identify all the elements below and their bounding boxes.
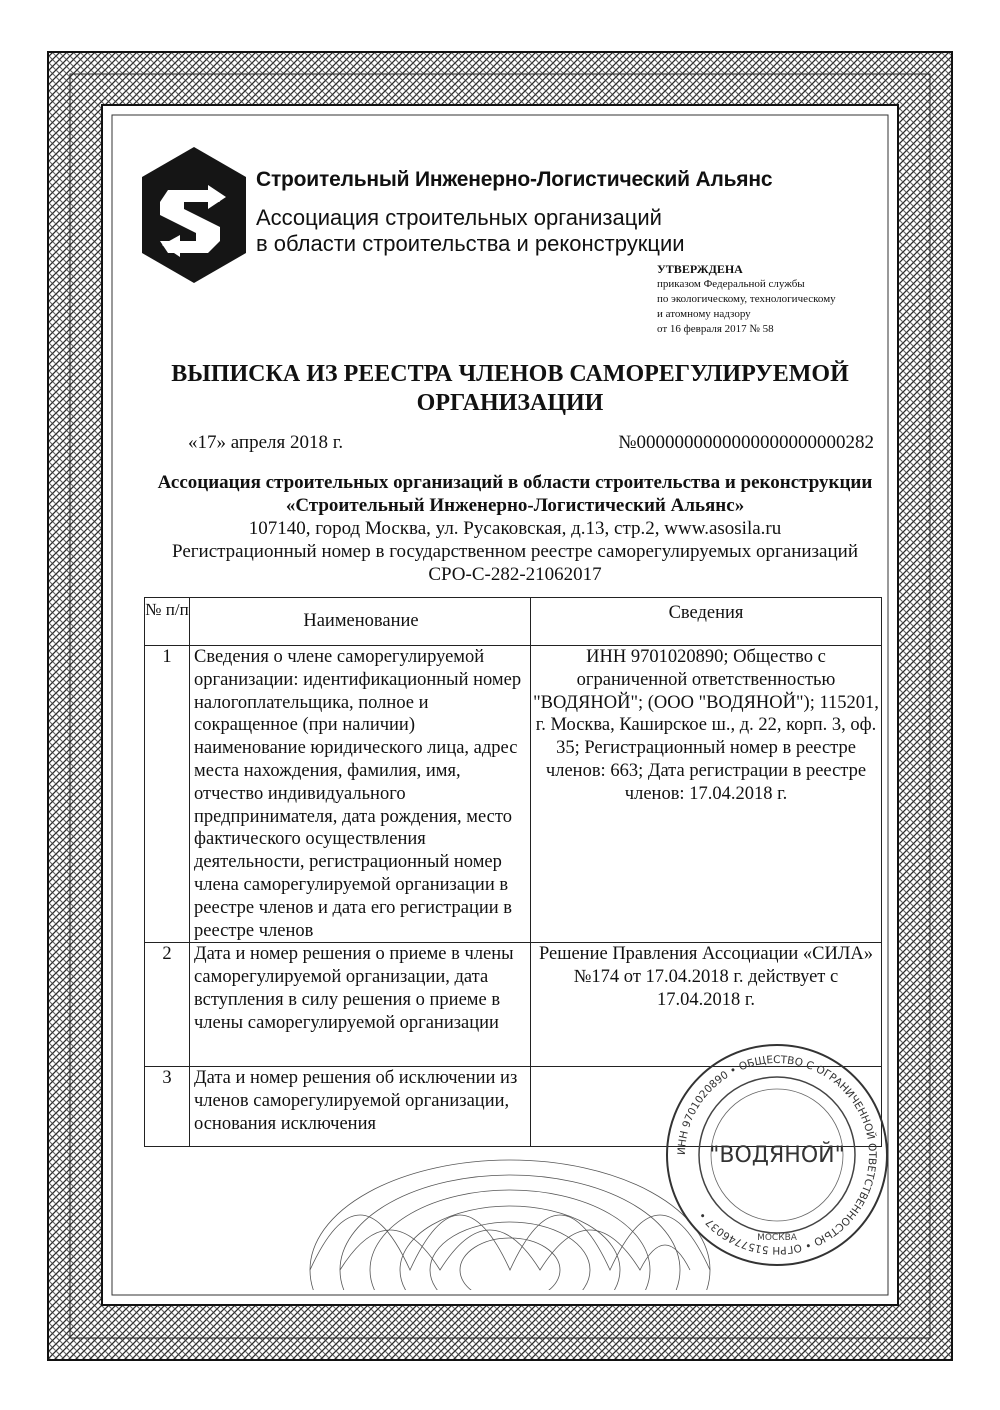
approval-note — [657, 262, 836, 337]
header-num: № п/п — [145, 598, 190, 646]
org-subtitle-line1: Ассоциация строительных организаций — [256, 205, 662, 230]
table-row — [145, 646, 882, 943]
approval-heading: УТВЕРЖДЕНА — [657, 262, 743, 276]
rosette-ornament — [300, 1140, 720, 1290]
approval-line: приказом Федеральной службы — [657, 278, 805, 290]
row-name: Дата и номер решения об исключении из членов саморегулируемой организации, основания исключения — [190, 1067, 531, 1147]
row-name: Сведения о члене саморегулируемой организации: идентификационный номер налогоплательщика, полное и сокращенное (при наличии) наименование юридического лица, адрес места нахождения, фамилия, имя, отчество индивидуального предпринимателя, дата рождения, место фактического осуществления деятельности, регистрационный номер члена саморегулируемой организации в реестре членов и дата его регистрации в реестре членов — [190, 646, 531, 943]
registry-label: Регистрационный номер в государственном реестре саморегулируемых организаций — [172, 541, 858, 562]
document-number: №0000000000000000000000282 — [618, 432, 874, 453]
approval-line: по экологическому, технологическому — [657, 293, 836, 305]
registry-number: СРО-С-282-21062017 — [428, 564, 602, 585]
association-address: 107140, город Москва, ул. Русаковская, д.13, стр.2, www.asosila.ru — [248, 518, 782, 539]
header-info: Сведения — [531, 598, 882, 646]
stamp-ring-text: ИНН 9701020890 • ОБЩЕСТВО С ОГРАНИЧЕННОЙ ОТВЕТСТВЕННОСТЬЮ • ОГРН 5157746037 • — [675, 1053, 879, 1257]
document-title — [150, 360, 870, 418]
company-stamp — [662, 1040, 892, 1270]
approval-line: и атомному надзору — [657, 308, 751, 320]
stamp-city: МОСКВА — [757, 1233, 797, 1243]
row-info: ИНН 9701020890; Общество с ограниченной ответственностью "ВОДЯНОЙ"; (ООО "ВОДЯНОЙ"); 115201, г. Москва, Каширское ш., д. 22, корп. 3, оф. 35; Регистрационный номер в реестре членов: 663; Дата регистрации в реестре членов: 17.04.2018 г. — [531, 646, 882, 943]
association-block — [120, 471, 910, 586]
document-title-line2: ОРГАНИЗАЦИИ — [416, 390, 604, 416]
sila-logo — [138, 145, 250, 285]
association-name-line2: «Строительный Инженерно-Логистический Альянс» — [285, 495, 745, 516]
table-header-row — [145, 598, 882, 646]
association-name-line1: Ассоциация строительных организаций в области строительства и реконструкции — [157, 472, 873, 493]
header-name: Наименование — [190, 598, 531, 646]
row-num: 3 — [145, 1067, 190, 1147]
row-num: 1 — [145, 646, 190, 943]
row-num: 2 — [145, 943, 190, 1067]
row-name: Дата и номер решения о приеме в члены саморегулируемой организации, дата вступления в силу решения о приеме в члены саморегулируемой организации — [190, 943, 531, 1067]
stamp-center-text: "ВОДЯНОЙ" — [709, 1143, 845, 1168]
row-info: Решение Правления Ассоциации «СИЛА» №174 от 17.04.2018 г. действует с 17.04.2018 г. — [531, 943, 882, 1067]
document-date: «17» апреля 2018 г. — [188, 432, 344, 453]
document-title-line1: ВЫПИСКА ИЗ РЕЕСТРА ЧЛЕНОВ САМОРЕГУЛИРУЕМОЙ — [171, 361, 849, 387]
org-subtitle-line2: в области строительства и реконструкции — [256, 231, 685, 256]
approval-line: от 16 февраля 2017 № 58 — [657, 323, 774, 335]
org-title: Строительный Инженерно-Логистический Альянс — [256, 168, 773, 191]
